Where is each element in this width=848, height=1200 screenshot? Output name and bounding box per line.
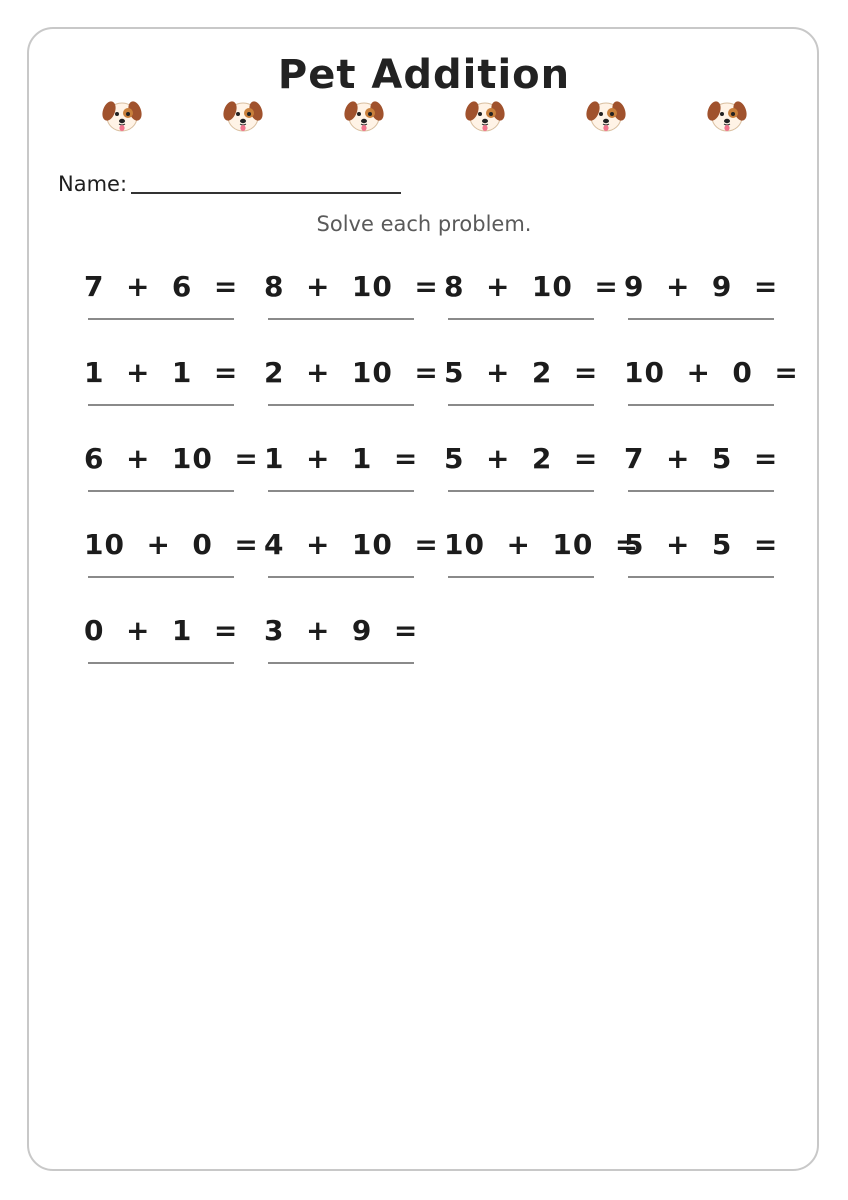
answer-line[interactable] [88, 576, 234, 578]
problem-expression: 5 + 2 = [444, 356, 599, 389]
answer-line[interactable] [268, 662, 414, 664]
problem-item [84, 528, 259, 588]
problem-item [444, 442, 604, 502]
dog-face-icon [223, 96, 263, 136]
problem-item [444, 270, 619, 330]
answer-line[interactable] [628, 318, 774, 320]
problem-expression: 7 + 6 = [84, 270, 239, 303]
answer-line[interactable] [268, 404, 414, 406]
problem-item [264, 442, 424, 502]
problem-expression: 4 + 10 = [264, 528, 439, 561]
problem-item [264, 270, 439, 330]
problem-expression: 1 + 1 = [84, 356, 239, 389]
answer-line[interactable] [88, 490, 234, 492]
instructions: Solve each problem. [316, 212, 532, 236]
problem-expression: 7 + 5 = [624, 442, 779, 475]
problem-expression: 2 + 10 = [264, 356, 439, 389]
answer-line[interactable] [448, 490, 594, 492]
problem-item [264, 614, 424, 674]
problem-expression: 10 + 0 = [84, 528, 259, 561]
answer-line[interactable] [628, 404, 774, 406]
answer-line[interactable] [448, 318, 594, 320]
name-row [58, 172, 401, 196]
dog-icon-row [60, 96, 788, 136]
name-label: Name: [58, 172, 128, 196]
answer-line[interactable] [448, 404, 594, 406]
problem-item [444, 528, 640, 588]
problem-expression: 5 + 2 = [444, 442, 599, 475]
problem-expression: 10 + 0 = [624, 356, 799, 389]
answer-line[interactable] [628, 490, 774, 492]
answer-line[interactable] [448, 576, 594, 578]
problem-item [624, 356, 799, 416]
answer-line[interactable] [628, 576, 774, 578]
problem-expression: 8 + 10 = [444, 270, 619, 303]
answer-line[interactable] [268, 490, 414, 492]
problem-expression: 10 + 10 = [444, 528, 640, 561]
problem-item [624, 528, 784, 588]
problem-item [84, 356, 244, 416]
problem-item [624, 270, 784, 330]
answer-line[interactable] [88, 404, 234, 406]
dog-face-icon [102, 96, 142, 136]
problem-expression: 5 + 5 = [624, 528, 779, 561]
dog-face-icon [465, 96, 505, 136]
problem-item [264, 356, 439, 416]
problem-item [624, 442, 784, 502]
problem-item [84, 614, 244, 674]
problem-expression: 0 + 1 = [84, 614, 239, 647]
answer-line[interactable] [88, 662, 234, 664]
worksheet-frame [27, 27, 819, 1171]
problem-expression: 8 + 10 = [264, 270, 439, 303]
page-title: Pet Addition [277, 52, 571, 98]
problem-expression: 1 + 1 = [264, 442, 419, 475]
answer-line[interactable] [268, 576, 414, 578]
problem-expression: 9 + 9 = [624, 270, 779, 303]
dog-face-icon [344, 96, 384, 136]
dog-face-icon [586, 96, 626, 136]
problem-expression: 6 + 10 = [84, 442, 259, 475]
dog-face-icon [707, 96, 747, 136]
answer-line[interactable] [268, 318, 414, 320]
name-blank-line[interactable] [131, 192, 401, 194]
problem-item [264, 528, 439, 588]
problem-expression: 3 + 9 = [264, 614, 419, 647]
problem-item [84, 442, 259, 502]
answer-line[interactable] [88, 318, 234, 320]
problem-item [84, 270, 244, 330]
problem-item [444, 356, 604, 416]
